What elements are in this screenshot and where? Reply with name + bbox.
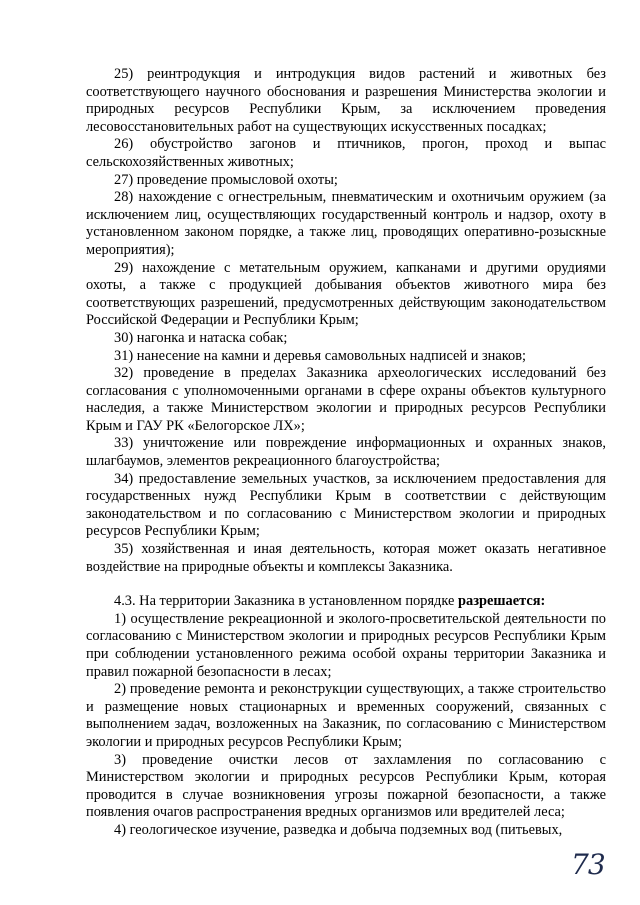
allowed-item: 3) проведение очистки лесов от захламления по согласованию с Министерством экологии и природных ресурсов Республики Крым, которая проводится в случае возникновения угрозы пожарной безопасности, а также появления очагов распространения вредных организмов или вредителей леса;: [86, 751, 606, 821]
list-item: 32) проведение в пределах Заказника археологических исследований без согласования с уполномоченными органами в сфере охраны объектов культурного наследия, а также Министерством экологии и природных ресурсов Республики Крым и ГАУ РК «Белогорское ЛХ»;: [86, 365, 606, 434]
list-item: 30) нагонка и натаска собак;: [114, 329, 288, 346]
list-item: 34) предоставление земельных участков, за исключением предоставления для государственных нужд Республики Крым в соответствии с действующим законодательством и по согласованию с Министерством экологии и природных ресурсов Республики Крым;: [86, 470, 606, 540]
allowed-item: 1) осуществление рекреационной и эколого-просветительской деятельности по согласованию с Министерством экологии и природных ресурсов Республики Крым при соблюдении установленного режима особой охраны территории Заказника и правил пожарной безопасности в лесах;: [86, 610, 606, 680]
list-item: 33) уничтожение или повреждение информационных и охранных знаков, шлагбаумов, элементов рекреационного благоустройства;: [86, 435, 606, 470]
allowed-item: 4) геологическое изучение, разведка и добыча подземных вод (питьевых,: [114, 821, 563, 838]
section-heading-bold: разрешается:: [458, 593, 546, 610]
list-item: 31) нанесение на камни и деревья самовольных надписей и знаков;: [114, 347, 527, 364]
page-number: 73: [571, 848, 605, 881]
list-item: 27) проведение промысловой охоты;: [114, 171, 338, 188]
document-page: [86, 66, 606, 840]
section-heading-lead: 4.3. На территории Заказника в установленном порядке: [114, 593, 458, 610]
list-item: 35) хозяйственная и иная деятельность, которая может оказать негативное воздействие на природные объекты и комплексы Заказника.: [86, 541, 606, 575]
list-item: 28) нахождение с огнестрельным, пневматическим и охотничьим оружием (за исключением лиц, осуществляющих государственный контроль и надзор, охоту в установленном законом порядке, а также лиц, проводящих оперативно-розыскные мероприятия);: [86, 189, 606, 258]
list-item: 25) реинтродукция и интродукция видов растений и животных без соответствующего научного обоснования и разрешения Министерства экологии и природных ресурсов Республики Крым, за исключением проведения лесовосстановительных работ на существующих искусственных посадках;: [86, 66, 606, 135]
list-item: 26) обустройство загонов и птичников, прогон, проход и выпас сельскохозяйственных животных;: [86, 136, 606, 170]
list-item: 29) нахождение с метательным оружием, капканами и другими орудиями охоты, а также с продукцией добывания объектов животного мира без соответствующих разрешений, предусмотренных действующим законодательством Российской Федерации и Республики Крым;: [86, 259, 606, 329]
section-heading: [86, 593, 606, 611]
section-spacer: [86, 576, 606, 593]
allowed-item: 2) проведение ремонта и реконструкции существующих, а также строительство и размещение новых стационарных и временных сооружений, связанных с выполнением задач, возложенных на Заказник, по согласованию с Министерством экологии и природных ресурсов Республики Крым;: [86, 681, 606, 750]
